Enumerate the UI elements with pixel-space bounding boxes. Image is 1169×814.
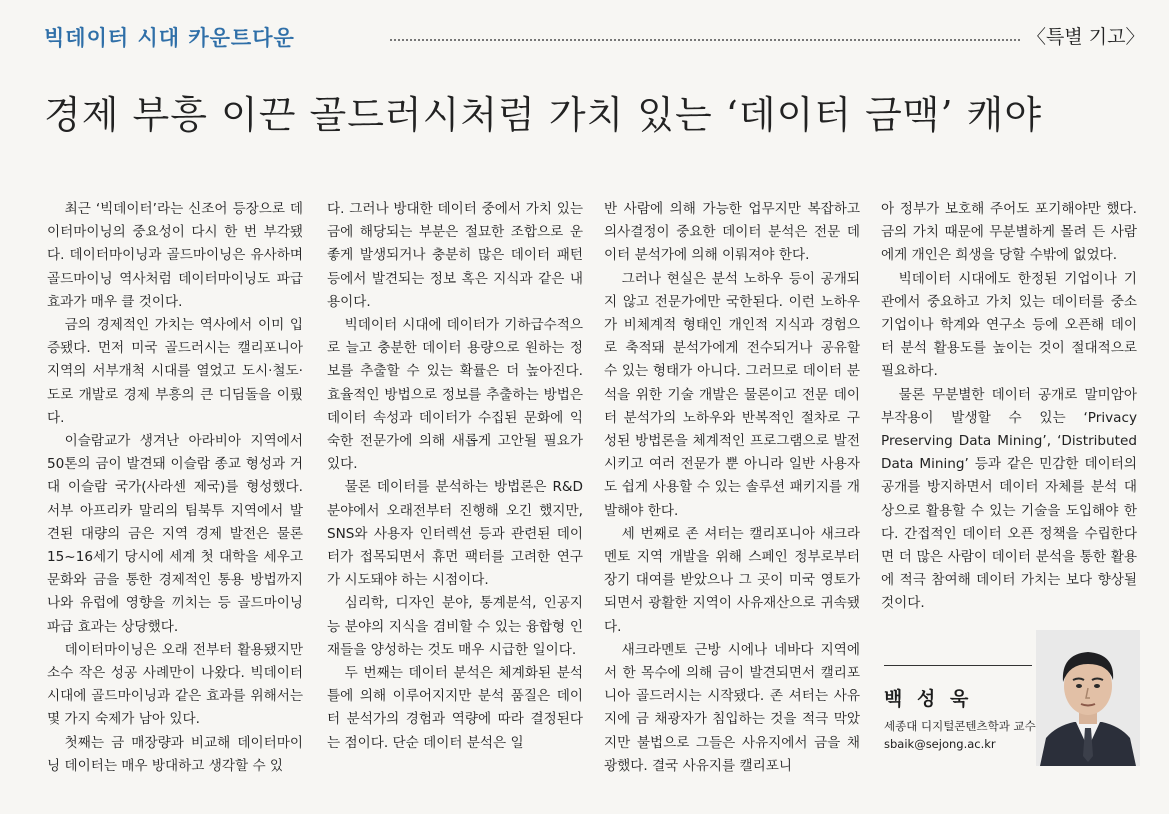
paragraph: 최근 ‘빅데이터’라는 신조어 등장으로 데이터마이닝의 중요성이 다시 한 번 부각됐다. 데이터마이닝과 골드마이닝은 유사하며 골드마이닝 역사처럼 데이터마이닝도 파급 효과가 매우 클 것이다. <box>47 201 303 310</box>
paragraph: 아 정부가 보호해 주어도 포기해야만 했다. 금의 가치 때문에 무분별하게 몰려 든 사람에게 개인은 희생을 당할 수밖에 없었다. <box>881 201 1137 264</box>
paragraph: 새크라멘토 근방 시에나 네바다 지역에서 한 목수에 의해 금이 발견되면서 캘리포니아 골드러시는 시작됐다. 존 셔터는 사유지에 금 채광자가 침입하는 것을 적극 막았지만 불법으로 그들은 사유지에서 금을 채광했다. 결국 사유지를 캘리포니 <box>604 641 860 774</box>
paragraph: 그러나 현실은 분석 노하우 등이 공개되지 않고 전문가에만 국한된다. 이런 노하우가 비체계적 형태인 개인적 지식과 경험으로 축적돼 분석가에게 전수되거나 공유할 수 있는 형태가 아니다. 그러므로 데이터 분석을 위한 기술 개발은 물론이고 전문 데이터 분석가의 노하우와 반복적인 절차로 구성된 방법론을 체계적인 프로그램으로 발전시키고 여러 전문가 뿐 아니라 일반 사용자도 쉽게 사용할 수 있는 솔루션 패키지를 개발해야 한다. <box>604 270 860 519</box>
author-affiliation: 세종대 디지털콘텐츠학과 교수 <box>884 719 1036 733</box>
author-photo <box>1036 630 1140 766</box>
author-name: 백 성 욱 <box>884 688 973 710</box>
paragraph: 데이터마이닝은 오래 전부터 활용됐지만 소수 작은 성공 사례만이 나왔다. 빅데이터 시대에 골드마이닝과 같은 효과를 위해서는 몇 가지 숙제가 남아 있다. <box>47 641 303 728</box>
series-title: 빅데이터 시대 카운트다운 <box>44 26 295 50</box>
article-column-4 <box>881 198 1137 630</box>
header-dotted-rule <box>390 39 1020 41</box>
author-portrait-icon <box>1036 630 1140 766</box>
paragraph: 두 번째는 데이터 분석은 체계화된 분석 틀에 의해 이루어지지만 분석 품질은 데이터 분석가의 경험과 역량에 따라 결정된다는 점이다. 단순 데이터 분석은 일 <box>327 665 583 751</box>
paragraph: 다. 그러나 방대한 데이터 중에서 가치 있는 금에 해당되는 부분은 절묘한 조합으로 운 좋게 발생되거나 충분히 많은 데이터 패턴 등에서 발견되는 정보 혹은 지식과 같은 내용이다. <box>327 201 583 310</box>
author-divider <box>884 665 1032 666</box>
author-email: sbaik@sejong.ac.kr <box>884 737 996 751</box>
article-column-2 <box>327 198 583 778</box>
article-column-3 <box>604 198 860 778</box>
paragraph: 금의 경제적인 가치는 역사에서 이미 입증됐다. 먼저 미국 골드러시는 캘리포니아 지역의 서부개척 시대를 열었고 도시·철도·도로 개발로 경제 부흥의 큰 디딤돌을 이뤘다. <box>47 317 303 426</box>
paragraph: 물론 무분별한 데이터 공개로 말미암아 부작용이 발생할 수 있는 ‘Privacy Preserving Data Mining’, ‘Distributed Data Mining’ 등과 같은 민감한 데이터의 공개를 방지하면서 데이터 자체를 분석 대상으로 활용할 수 있는 기술을 도입해야 한다. 간접적인 데이터 오픈 정책을 수립한다면 더 많은 사람이 데이터 분석을 통한 활용에 적극 참여해 데이터 가치는 보다 향상될 것이다. <box>881 386 1137 612</box>
paragraph: 이슬람교가 생겨난 아라비아 지역에서 50톤의 금이 발견돼 이슬람 종교 형성과 거대 이슬람 국가(사라센 제국)를 형성했다. 서부 아프리카 말리의 팀북투 지역에서 발견된 대량의 금은 지역 경제 발전은 물론 15~16세기 당시에 세계 첫 대학을 세우고 문화와 금을 통한 경제적인 통용 방법까지 나와 유럽에 영향을 끼치는 등 골드마이닝 파급 효과는 상당했다. <box>47 433 303 635</box>
section-label: 〈특별 기고〉 <box>1027 26 1145 48</box>
paragraph: 첫째는 금 매장량과 비교해 데이터마이닝 데이터는 매우 방대하고 생각할 수 있 <box>47 734 303 774</box>
article-headline: 경제 부흥 이끈 골드러시처럼 가치 있는 ‘데이터 금맥’ 캐야 <box>44 93 1043 137</box>
paragraph: 물론 데이터를 분석하는 방법론은 R&D분야에서 오래전부터 진행해 오긴 했지만, SNS와 사용자 인터렉션 등과 관련된 데이터가 접목되면서 휴먼 팩터를 고려한 연구가 시도돼야 하는 시점이다. <box>327 479 583 589</box>
article-column-1 <box>47 198 303 778</box>
paragraph: 빅데이터 시대에도 한정된 기업이나 기관에서 중요하고 가치 있는 데이터를 중소기업이나 학계와 연구소 등에 오픈해 데이터 분석 활용도를 높이는 것이 절대적으로 필요하다. <box>881 270 1137 380</box>
paragraph: 반 사람에 의해 가능한 업무지만 복잡하고 의사결정이 중요한 데이터 분석은 전문 데이터 분석가에 의해 이뤄져야 한다. <box>604 201 860 264</box>
paragraph: 세 번째로 존 셔터는 캘리포니아 새크라멘토 지역 개발을 위해 스페인 정부로부터 장기 대여를 받았으나 그 곳이 미국 영토가 되면서 광활한 지역이 사유재산으로 귀속됐다. <box>604 525 860 635</box>
paragraph: 빅데이터 시대에 데이터가 기하급수적으로 늘고 충분한 데이터 용량으로 원하는 정보를 추출할 수 있는 확률은 더 높아진다. 효율적인 방법으로 정보를 추출하는 방법은 데이터 속성과 데이터가 수집된 문화에 익숙한 전문가에 의해 새롭게 고안될 필요가 있다. <box>327 317 583 473</box>
paragraph: 심리학, 디자인 분야, 통계분석, 인공지능 분야의 지식을 겸비할 수 있는 융합형 인재들을 양성하는 것도 매우 시급한 일이다. <box>327 595 583 658</box>
